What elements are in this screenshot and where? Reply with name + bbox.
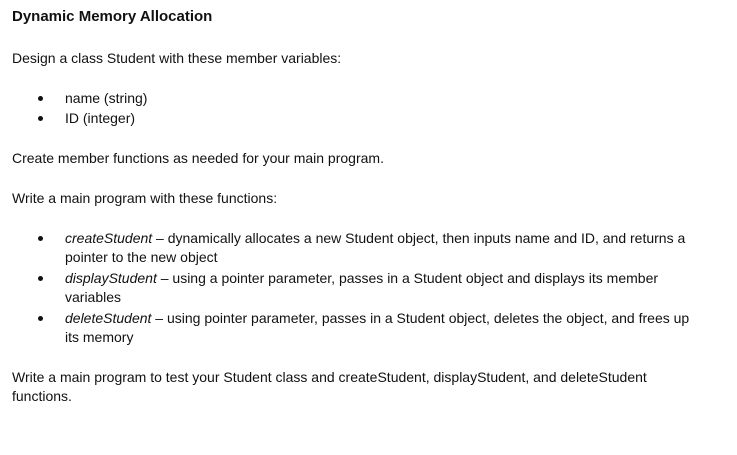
member-variables-list: [12, 89, 727, 128]
document-title: Dynamic Memory Allocation: [12, 8, 213, 25]
bullet-icon: [38, 236, 43, 241]
list-item: [12, 89, 727, 108]
function-name: displayStudent: [65, 270, 157, 286]
function-description: – dynamically allocates a new Student object, then inputs name and ID, and returns a pointer to the new object: [65, 230, 686, 265]
list-item: [12, 269, 702, 307]
closing-paragraph: Write a main program to test your Student class and createStudent, displayStudent, and deleteStudent functions.: [12, 369, 647, 404]
intro-paragraph: Design a class Student with these member variables:: [12, 50, 342, 66]
document: [12, 7, 727, 406]
bullet-icon: [38, 316, 43, 321]
list-item: [12, 109, 727, 128]
list-item: [12, 229, 702, 267]
bullet-icon: [38, 276, 43, 281]
list-item: [12, 309, 702, 347]
member-variable: name (string): [65, 90, 148, 106]
bullet-icon: [38, 96, 43, 101]
functions-list: [12, 229, 702, 347]
member-functions-paragraph: Create member functions as needed for your main program.: [12, 150, 384, 166]
function-description: – using a pointer parameter, passes in a Student object and displays its member variables: [65, 270, 659, 305]
member-variable: ID (integer): [65, 110, 136, 126]
function-name: deleteStudent: [65, 310, 152, 326]
functions-intro-paragraph: Write a main program with these functions:: [12, 190, 278, 206]
function-name: createStudent: [65, 230, 153, 246]
function-description: – using pointer parameter, passes in a Student object, deletes the object, and frees up its memory: [65, 310, 690, 345]
bullet-icon: [38, 116, 43, 121]
